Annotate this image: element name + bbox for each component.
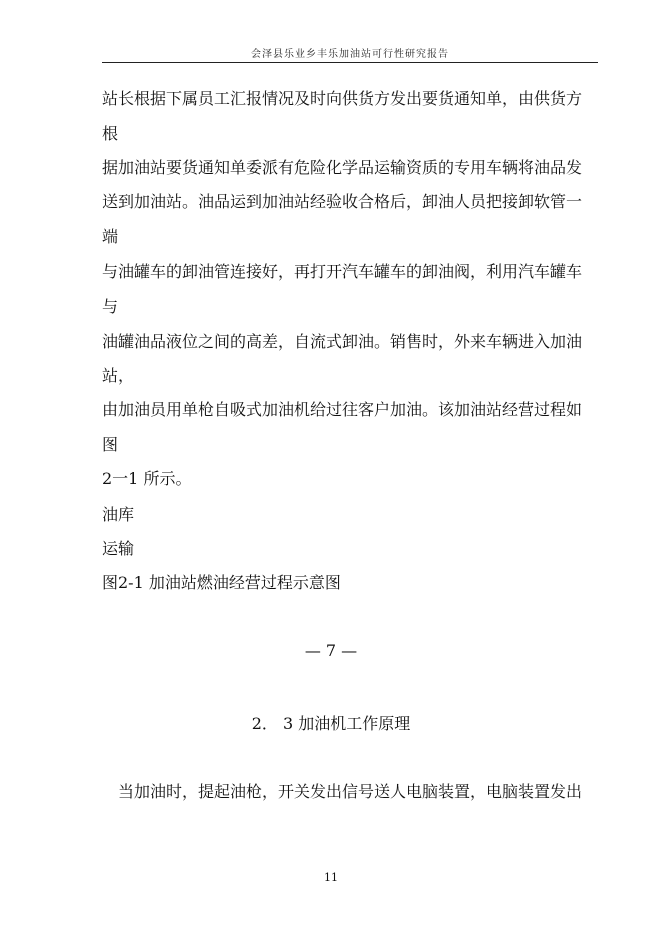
page-number: 11: [324, 871, 338, 884]
header-divider: [102, 62, 598, 63]
body-line: 站长根据下属员工汇报情况及时向供货方发出要货通知单，由供货方: [102, 89, 583, 108]
body-line: 与: [102, 297, 119, 316]
body-line: 据加油站要货通知单委派有危险化学品运输资质的专用车辆将油品发: [102, 158, 583, 177]
body-line: 送到加油站。油品运到加油站经验收合格后，卸油人员把接卸软管一: [102, 192, 583, 211]
body-line: 根: [102, 124, 119, 143]
body-line: 由加油员用单枪自吸式加油机给过往客户加油。该加油站经营过程如: [102, 400, 583, 419]
body-line: 与油罐车的卸油管连接好，再打开汽车罐车的卸油阀，利用汽车罐车: [102, 262, 583, 281]
body-line: 油罐油品液位之间的高差，自流式卸油。销售时，外来车辆进入加油: [102, 332, 583, 351]
body-line: 站，: [102, 366, 135, 385]
page-header: 会泽县乐业乡丰乐加油站可行性研究报告: [251, 49, 449, 60]
body-line: 当加油时，提起油枪，开关发出信号送人电脑装置，电脑装置发出: [118, 782, 583, 801]
body-line: 2一1 所示。: [102, 469, 192, 488]
body-line: 图: [102, 435, 119, 454]
inner-page-mark: — 7 —: [304, 641, 358, 660]
section-heading: 2． 3 加油机工作原理: [251, 714, 411, 733]
figure-caption: 图2-1 加油站燃油经营过程示意图: [102, 573, 341, 592]
flow-label-depot: 油库: [102, 505, 135, 524]
body-line: 端: [102, 227, 119, 246]
flow-label-transport: 运输: [102, 539, 135, 558]
